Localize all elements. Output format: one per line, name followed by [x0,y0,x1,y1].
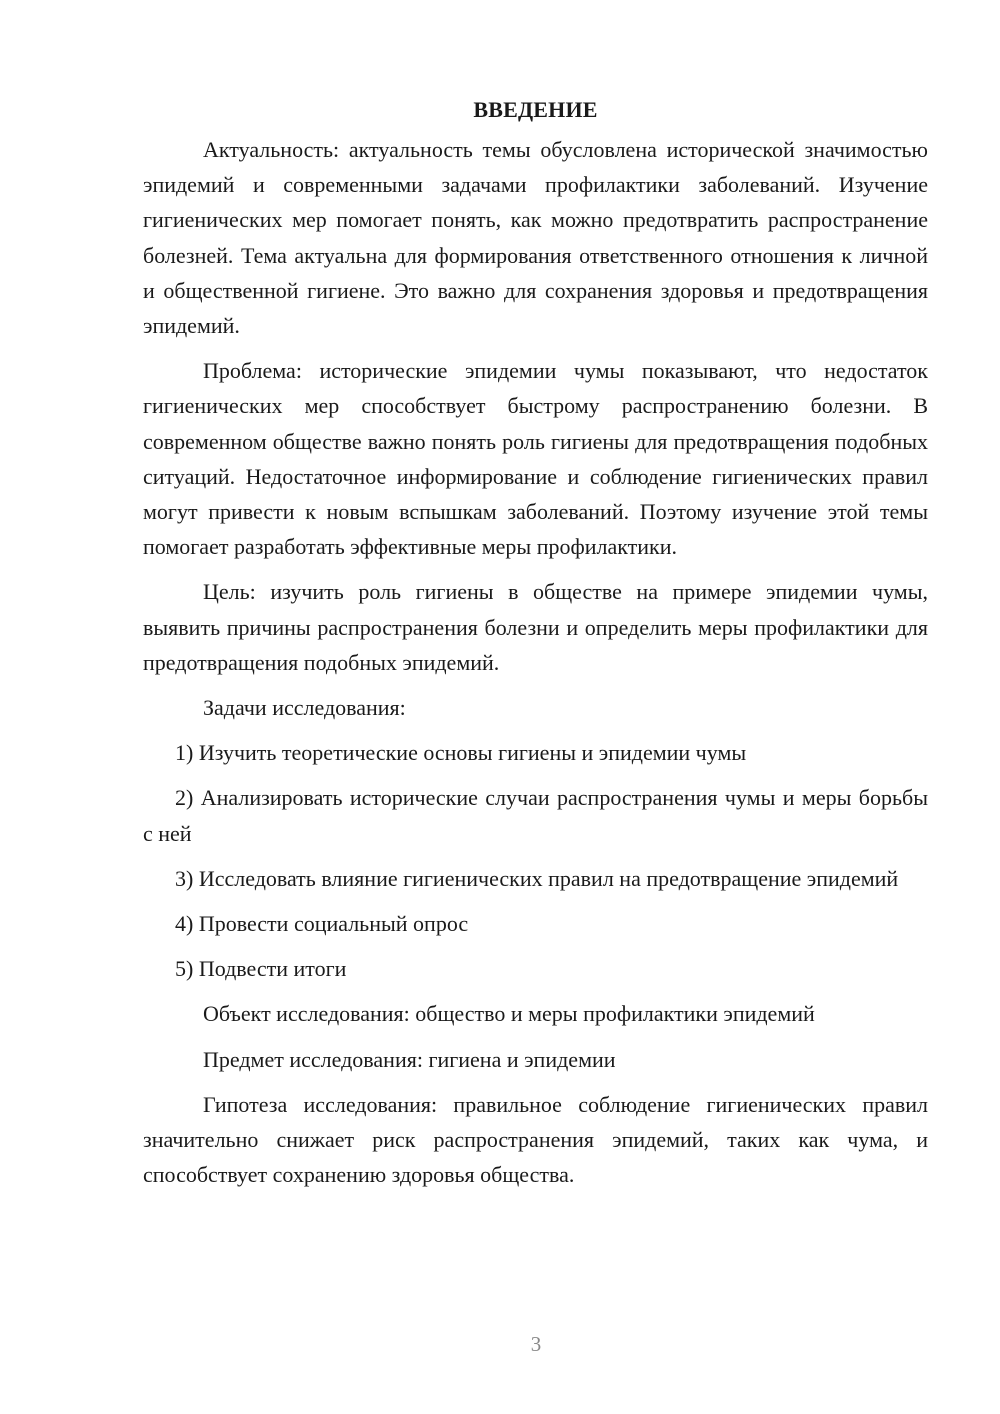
page-title: ВВЕДЕНИЕ [473,97,598,122]
hypothesis-paragraph: Гипотеза исследования: правильное соблюдение гигиенических правил значительно снижает риск распространения эпидемий, таких как чума, и способствует сохранению здоровья общества. [143,1091,928,1188]
research-object: Объект исследования: общество и меры профилактики эпидемий [203,1001,815,1027]
goal-paragraph: Цель: изучить роль гигиены в обществе на примере эпидемии чумы, выявить причины распространения болезни и определить меры профилактики для предотвращения подобных эпидемий. [143,579,928,675]
actuality-paragraph: Актуальность: актуальность темы обусловлена исторической значимостью эпидемий и современными задачами профилактики заболеваний. Изучение гигиенических мер помогает понять, как можно предотвратить распространение болезней. Тема актуальна для формирования ответственного отношения к личной и общественной гигиене. Это важно для сохранения здоровья и предотвращения эпидемий. [143,137,928,339]
task-item-2: 2) Анализировать исторические случаи распространения чумы и меры борьбы с ней [143,785,928,846]
task-item-3: 3) Исследовать влияние гигиенических правил на предотвращение эпидемий [175,865,899,891]
tasks-heading: Задачи исследования: [203,695,406,721]
task-item-4: 4) Провести социальный опрос [175,911,469,937]
page-number: 3 [530,1332,542,1356]
research-subject: Предмет исследования: гигиена и эпидемии [203,1046,616,1072]
document-page [143,92,928,1202]
task-item-1: 1) Изучить теоретические основы гигиены и эпидемии чумы [175,740,747,766]
problem-paragraph: Проблема: исторические эпидемии чумы показывают, что недостаток гигиенических мер способствует быстрому распространению болезни. В современном обществе важно понять роль гигиены для предотвращения подобных ситуаций. Недостаточное информирование и соблюдение гигиенических правил могут привести к новым вспышкам заболеваний. Поэтому изучение этой темы помогает разработать эффективные меры профилактики. [143,358,928,560]
task-item-5: 5) Подвести итоги [175,956,347,982]
